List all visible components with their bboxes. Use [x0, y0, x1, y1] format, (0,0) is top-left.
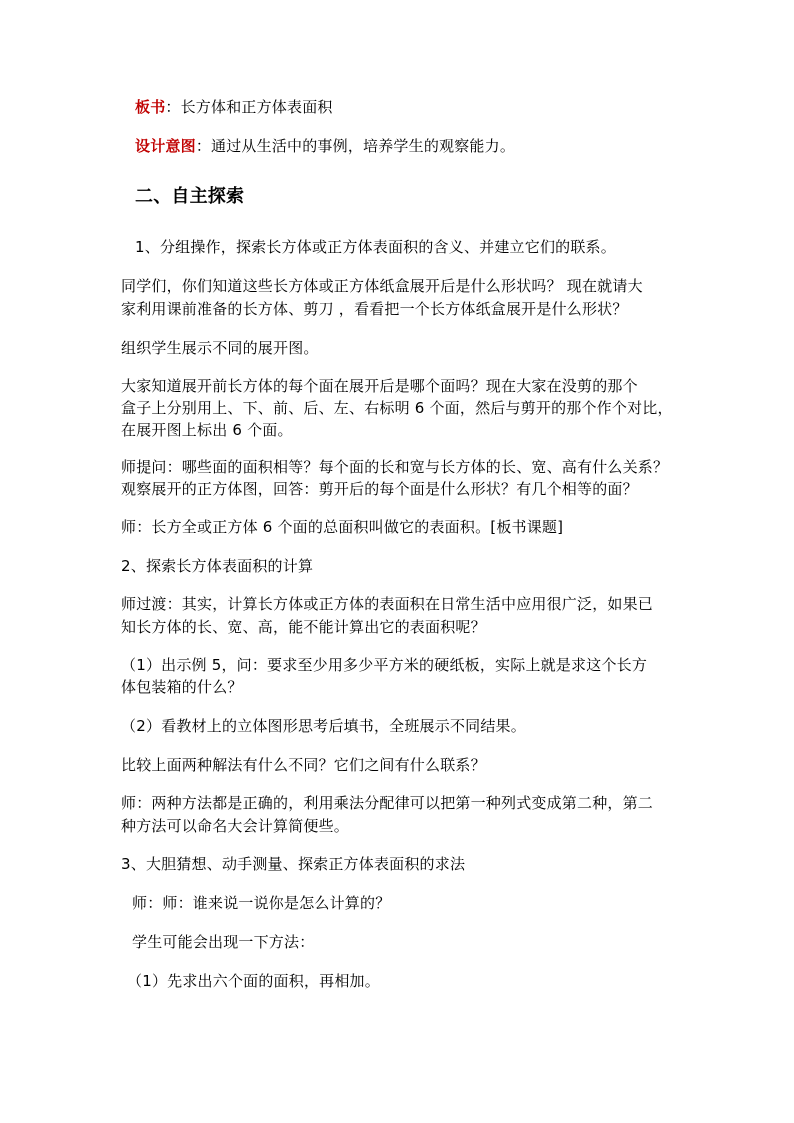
paragraph-15: 学生可能会出现一下方法：	[132, 933, 315, 951]
paragraph-3: 组织学生展示不同的展开图。	[121, 339, 319, 357]
paragraph-5-line-2: 观察展开的正方体图，回答：剪开后的每个面是什么形状？有几个相等的面？	[121, 480, 638, 498]
paragraph-12-line-1: 师：两种方法都是正确的，利用乘法分配律可以把第一种列式变成第二种，第二	[121, 794, 654, 812]
design-text: ：通过从生活中的事例，培养学生的观察能力。	[195, 137, 516, 155]
paragraph-1: 1、分组操作，探索长方体或正方体表面积的含义、并建立它们的联系。	[135, 238, 616, 256]
paragraph-5-line-1: 师提问：哪些面的面积相等？每个面的长和宽与长方体的长、宽、高有什么关系？	[121, 458, 669, 476]
paragraph-6: 师：长方全或正方体 6 个面的总面积叫做它的表面积。[板书课题]	[121, 518, 564, 536]
design-label: 设计意图	[135, 137, 196, 155]
paragraph-16: （1）先求出六个面的面积，再相加。	[127, 972, 380, 990]
paragraph-7: 2、探索长方体表面积的计算	[121, 557, 314, 575]
paragraph-12-line-2: 种方法可以命名大会计算简便些。	[121, 817, 350, 835]
paragraph-8-line-1: 师过渡：其实，计算长方体或正方体的表面积在日常生活中应用很广泛，如果已	[121, 595, 654, 613]
paragraph-13: 3、大胆猜想、动手测量、探索正方体表面积的求法	[121, 855, 466, 873]
paragraph-9-line-2: 体包装箱的什么？	[121, 678, 243, 696]
board-line	[135, 96, 333, 118]
paragraph-4-line-2: 盒子上分别用上、下、前、后、左、右标明 6 个面，然后与剪开的那个作个对比，	[121, 399, 673, 417]
section-title: 二、自主探索	[135, 186, 245, 207]
paragraph-10: （2）看教材上的立体图形思考后填书，全班展示不同结果。	[121, 717, 526, 735]
paragraph-9-line-1: （1）出示例 5，问：要求至少用多少平方米的硬纸板，实际上就是求这个长方	[121, 656, 648, 674]
paragraph-8-line-2: 知长方体的长、宽、高，能不能计算出它的表面积呢？	[121, 618, 486, 636]
board-label: 板书	[135, 98, 166, 116]
paragraph-4-line-1: 大家知道展开前长方体的每个面在展开后是哪个面吗？现在大家在没剪的那个	[121, 377, 638, 395]
paragraph-4-line-3: 在展开图上标出 6 个面。	[121, 421, 293, 439]
paragraph-2-line-2: 家利用课前准备的长方体、剪刀 ，看看把一个长方体纸盒展开是什么形状？	[121, 300, 628, 318]
paragraph-2-line-1: 同学们，你们知道这些长方体或正方体纸盒展开后是什么形状吗？ 现在就请大	[121, 277, 643, 295]
board-text: ：长方体和正方体表面积	[165, 98, 333, 116]
paragraph-14: 师：师：谁来说一说你是怎么计算的？	[132, 894, 391, 912]
paragraph-11: 比较上面两种解法有什么不同？它们之间有什么联系？	[121, 756, 486, 774]
design-line	[135, 135, 515, 157]
